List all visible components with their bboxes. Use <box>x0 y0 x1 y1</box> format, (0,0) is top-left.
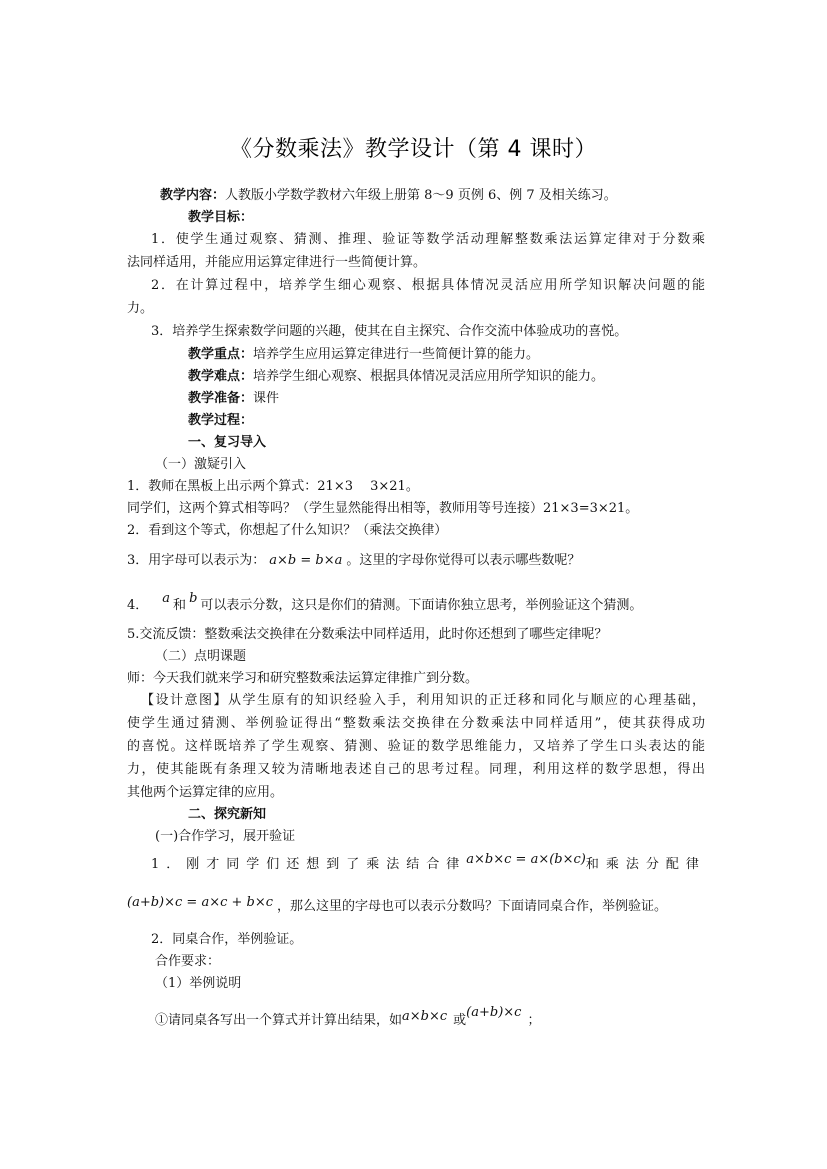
method-1-line-1 <box>151 852 706 875</box>
difficulty-label: 教学难点： <box>188 369 254 384</box>
goal-1-line-2: 法同样适用，并能应用运算定律进行一些简便计算。 <box>127 255 427 270</box>
method-1-lead: 1．刚才同学们还想到了乘法结合律 <box>151 857 467 872</box>
requirement-1-or: 或 <box>453 1013 467 1028</box>
preparation-line <box>188 389 766 409</box>
section-1-heading: 一、复习导入 <box>188 435 267 450</box>
subsection-1-heading: （一）激疑引入 <box>155 457 247 472</box>
design-intent-line-5: 其他两个运算定律的应用。 <box>127 785 284 800</box>
key-point-line <box>188 345 766 365</box>
distributive-formula: (a+b)×c = a×c + b×c <box>127 895 274 910</box>
design-intent-line-2: 使学生通过猜测、举例验证得出“整数乘法交换律在分数乘法中同样适用”，使其获得成功 <box>127 716 705 731</box>
variable-a: a <box>162 591 171 606</box>
step-5: 5.交流反馈：整数乘法交换律在分数乘法中同样适用，此时你还想到了哪些定律呢？ <box>127 627 608 642</box>
step-2: 2．看到这个等式，你想起了什么知识？（乘法交换律） <box>127 523 448 538</box>
example-formula-abc: a×b×c <box>402 1009 448 1024</box>
difficulty-line <box>188 367 766 387</box>
step-4-and: 和 <box>173 598 187 613</box>
step-3-lead: 3．用字母可以表示为： <box>127 553 266 568</box>
subsection-3-heading: (一)合作学习，展开验证 <box>155 829 296 844</box>
design-intent-line-1: 【设计意图】从学生原有的知识经验入手，利用知识的正迁移和同化与顺应的心理基础， <box>141 693 705 708</box>
step-3 <box>127 551 705 571</box>
requirement-1-lead: ①请同桌各写出一个算式并计算出结果，如 <box>155 1013 403 1028</box>
step-3-tail: 。这里的字母你觉得可以表示哪些数呢？ <box>346 553 581 568</box>
goal-2-line-2: 力。 <box>127 301 154 316</box>
commutative-formula: a×b = b×a <box>269 553 343 568</box>
method-2: 2．同桌合作，举例验证。 <box>151 932 303 947</box>
preparation-label: 教学准备： <box>188 391 254 406</box>
variable-b: b <box>189 591 198 606</box>
requirement-1: （1）举例说明 <box>155 976 242 991</box>
method-1-tail: ，那么这里的字母也可以表示分数吗？下面请同桌合作，举例验证。 <box>277 899 668 914</box>
goals-label: 教学目标： <box>188 210 254 225</box>
cooperation-requirements: 合作要求： <box>155 954 221 969</box>
difficulty-text: 培养学生细心观察、根据具体情况灵活应用所学知识的能力。 <box>253 369 605 384</box>
method-1-line-2 <box>127 897 705 917</box>
method-1-mid: 和乘法分配律 <box>585 857 706 872</box>
step-1: 1．教师在黑板上出示两个算式：21×3 3×21。 <box>127 479 419 494</box>
requirement-1-detail <box>155 1005 733 1031</box>
requirement-1-end: ； <box>527 1013 541 1028</box>
step-4-lead: 4． <box>127 598 149 613</box>
goal-3: 3．培养学生探索数学问题的兴趣，使其在自主探究、合作交流中体验成功的喜悦。 <box>151 324 628 339</box>
teacher-line: 师：今天我们就来学习和研究整数乘法运算定律推广到分数。 <box>127 671 479 686</box>
section-2-heading: 二、探究新知 <box>188 807 267 822</box>
key-point-text: 培养学生应用运算定律进行一些简便计算的能力。 <box>253 347 540 362</box>
process-label: 教学过程： <box>188 413 254 428</box>
content-line <box>160 186 738 206</box>
document-title: 《分数乘法》教学设计（第 4 课时） <box>230 137 597 162</box>
key-point-label: 教学重点： <box>188 347 254 362</box>
design-intent-line-4: 力，使其能既有条理又较为清晰地表述自己的思考过程。同理，利用这样的数学思想，得出 <box>127 762 705 777</box>
preparation-text: 课件 <box>253 391 280 406</box>
design-intent-line-3: 的喜悦。这样既培养了学生观察、猜测、验证的数学思维能力，又培养了学生口头表达的能 <box>127 739 705 754</box>
step-4 <box>127 591 705 616</box>
step-1-followup: 同学们，这两个算式相等吗？（学生显然能得出相等，教师用等号连接）21×3=3×21。 <box>127 501 639 516</box>
goal-1-line-1: 1．使学生通过观察、猜测、推理、验证等数学活动理解整数乘法运算定律对于分数乘 <box>151 232 705 247</box>
subsection-2-heading: （二）点明课题 <box>155 649 247 664</box>
associative-formula: a×b×c = a×(b×c) <box>466 852 586 867</box>
content-label: 教学内容： <box>160 188 226 203</box>
example-formula-abpc: (a+b)×c <box>466 1005 522 1020</box>
goal-2-line-1: 2．在计算过程中，培养学生细心观察、根据具体情况灵活应用所学知识解决问题的能 <box>151 278 705 293</box>
step-4-tail: 可以表示分数，这只是你们的猜测。下面请你独立思考，举例验证这个猜测。 <box>200 598 643 613</box>
content-text: 人教版小学数学教材六年级上册第 8～9 页例 6、例 7 及相关练习。 <box>225 188 617 203</box>
